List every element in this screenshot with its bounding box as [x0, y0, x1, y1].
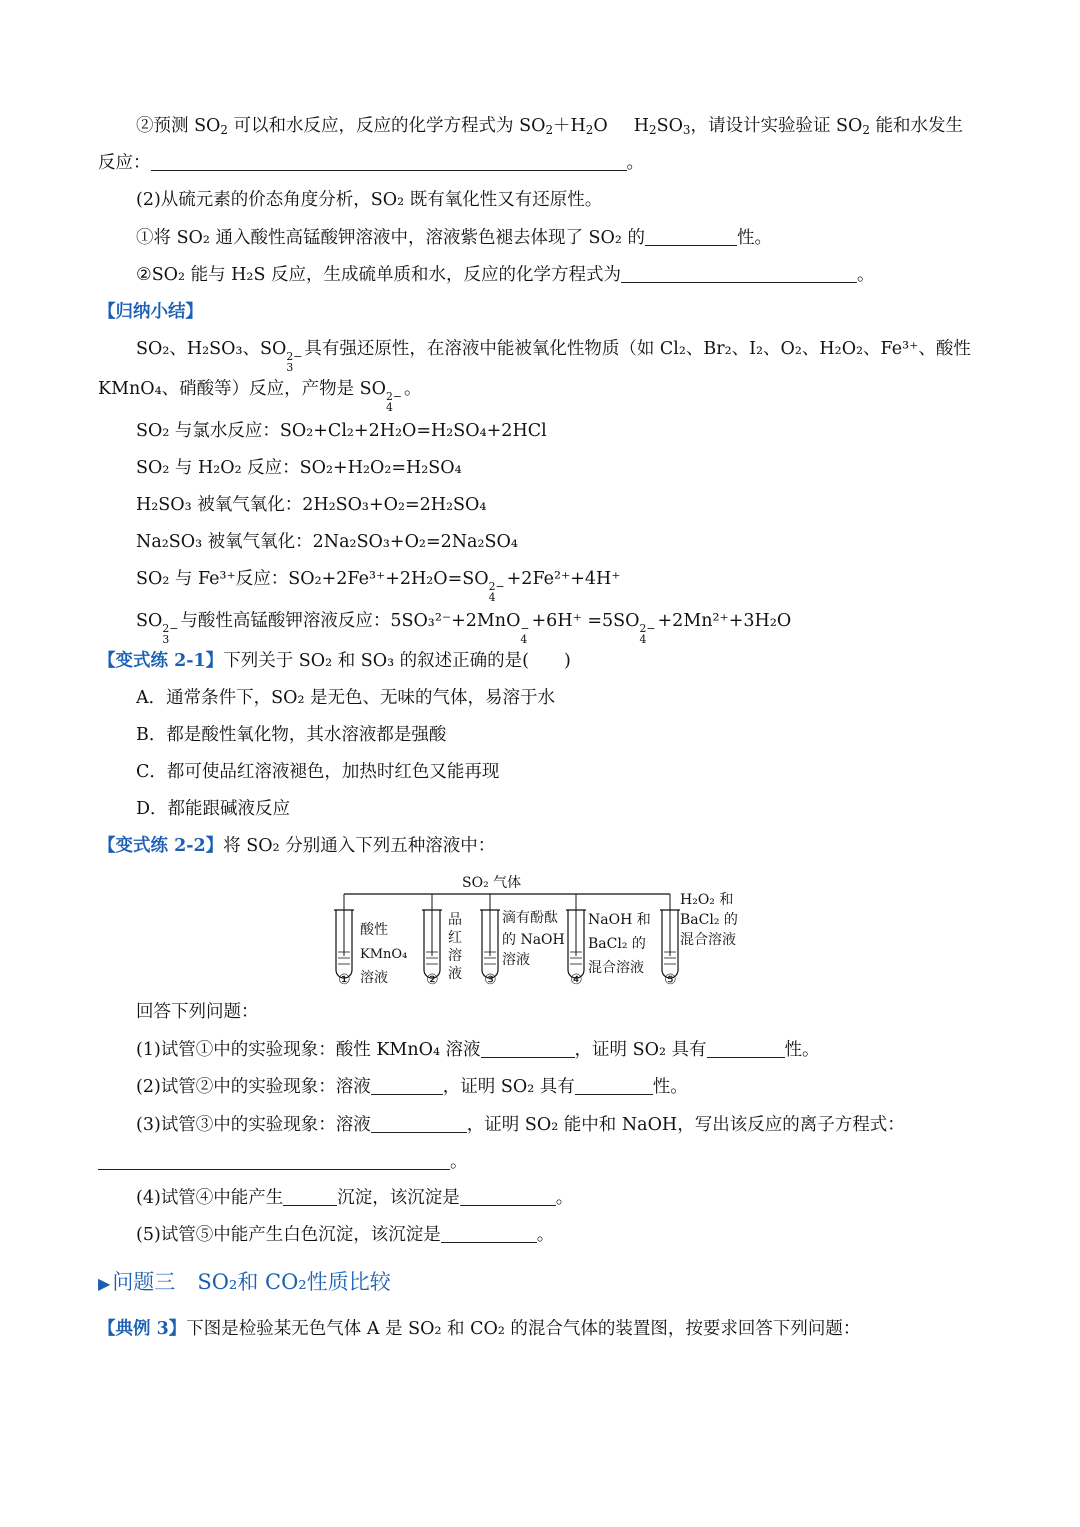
answer-blank[interactable]: [481, 1039, 575, 1058]
answer-blank[interactable]: [371, 1076, 443, 1095]
svg-text:⑤: ⑤: [664, 972, 677, 988]
answer-blank[interactable]: [283, 1187, 337, 1206]
answer-blank[interactable]: [151, 152, 627, 171]
option-d[interactable]: D．都能跟碱液反应: [136, 799, 291, 819]
summary-line-2: KMnO₄、硝酸等）反应，产物是 SO 2− 4 。: [98, 379, 422, 415]
exercise-2-1: 【变式练 2-1】下列关于 SO₂ 和 SO₃ 的叙述正确的是( ): [98, 651, 571, 671]
gas-label: SO₂ 气体: [462, 875, 522, 891]
kmno4-question-line: ①将 SO₂ 通入酸性高锰酸钾溶液中，溶液紫色褪去体现了 SO₂ 的 性。: [136, 228, 772, 248]
svg-text:BaCl₂ 的: BaCl₂ 的: [588, 936, 646, 952]
test-tube-4: [566, 894, 651, 988]
equation-h2o2: SO₂ 与 H₂O₂ 反应：SO₂+H₂O₂=H₂SO₄: [136, 458, 462, 478]
svg-text:的 NaOH: 的 NaOH: [502, 932, 565, 948]
svg-text:④: ④: [570, 972, 583, 988]
svg-text:KMnO₄: KMnO₄: [360, 947, 408, 962]
svg-text:H₂O₂ 和: H₂O₂ 和: [680, 892, 734, 908]
summary-line-1: SO₂、H₂SO₃、SO 2− 3 具有强还原性，在溶液中能被氧化性物质（如 Cl₂、Br₂、I₂、O₂、H₂O₂、Fe³⁺、酸性: [136, 339, 971, 375]
question-5: (5)试管⑤中能产生白色沉淀，该沉淀是 。: [136, 1225, 555, 1245]
svg-text:溶: 溶: [448, 948, 462, 964]
ion-charge: 2− 4: [639, 621, 656, 647]
svg-text:①: ①: [338, 972, 351, 988]
svg-text:品: 品: [448, 912, 462, 928]
svg-text:溶液: 溶液: [502, 952, 530, 968]
svg-text:液: 液: [448, 966, 462, 982]
option-b[interactable]: B．都是酸性氧化物，其水溶液都是强酸: [136, 725, 447, 745]
ion-charge: 2− 4: [488, 579, 505, 605]
answer-blank[interactable]: [441, 1224, 537, 1243]
equation-na2so3: Na₂SO₃ 被氧气氧化：2Na₂SO₃+O₂=2Na₂SO₄: [136, 532, 518, 552]
question-2: (2)试管②中的实验现象：溶液 ，证明 SO₂ 具有 性。: [136, 1077, 688, 1097]
answer-blank[interactable]: [98, 1151, 450, 1170]
svg-text:混合溶液: 混合溶液: [680, 932, 736, 948]
answer-blank[interactable]: [645, 227, 737, 246]
answer-blank[interactable]: [460, 1187, 556, 1206]
svg-text:滴有酚酞: 滴有酚酞: [502, 910, 558, 926]
test-tube-5: [660, 892, 738, 988]
svg-text:混合溶液: 混合溶液: [588, 960, 644, 976]
ion-charge: 2− 4: [386, 389, 403, 415]
triangle-right-icon: ▶: [98, 1274, 111, 1293]
question-1: (1)试管①中的实验现象：酸性 KMnO₄ 溶液 ，证明 SO₂ 具有 性。: [136, 1040, 820, 1060]
svg-text:BaCl₂ 的: BaCl₂ 的: [680, 912, 738, 928]
ion-charge: − 4: [520, 621, 530, 647]
example-3: 【典例 3】下图是检验某无色气体 A 是 SO₂ 和 CO₂ 的混合气体的装置图，按要求回答下列问题：: [98, 1319, 861, 1339]
test-tube-1: [334, 894, 407, 988]
question-3: (3)试管③中的实验现象：溶液 ，证明 SO₂ 能中和 NaOH，写出该反应的离子方程式：: [136, 1115, 905, 1135]
equation-h2so3: H₂SO₃ 被氧气氧化：2H₂SO₃+O₂=2H₂SO₄: [136, 495, 487, 515]
equation-kmno4: SO 2− 3 与酸性高锰酸钾溶液反应：5SO₃²⁻+2MnO − 4 +6H⁺ =5SO 2− 4 +2Mn²⁺+3H₂O: [136, 611, 792, 647]
exercise-2-2: 【变式练 2-2】将 SO₂ 分别通入下列五种溶液中：: [98, 836, 496, 856]
predict-answer-line: 反应： 。: [98, 153, 644, 173]
answer-blank[interactable]: [575, 1076, 653, 1095]
option-c[interactable]: C．都可使品红溶液褪色，加热时红色又能再现: [136, 762, 500, 782]
answer-blank[interactable]: [621, 264, 857, 283]
svg-text:溶液: 溶液: [360, 970, 388, 986]
predict-line: ②预测 $SO_2$ 可以和水反应，反应的化学方程式为 $SO_2+H_2O$ $H_2SO_3$，请设计实验验证 $SO_2$ 能和水发生: [136, 116, 964, 137]
answer-blank[interactable]: [707, 1039, 785, 1058]
answer-blank[interactable]: [371, 1114, 467, 1133]
test-tube-3: [480, 894, 565, 988]
option-a[interactable]: A．通常条件下，SO₂ 是无色、无味的气体，易溶于水: [136, 688, 556, 708]
ion-charge: 2− 3: [162, 621, 179, 647]
svg-text:③: ③: [484, 972, 497, 988]
svg-text:NaOH 和: NaOH 和: [588, 912, 651, 928]
svg-text:酸性: 酸性: [360, 922, 388, 938]
equation-fe3: SO₂ 与 Fe³⁺反应：SO₂+2Fe³⁺+2H₂O=SO 2− 4 +2Fe²⁺+4H⁺: [136, 569, 621, 605]
test-tube-2: [422, 894, 462, 988]
valence-analysis-line: (2)从硫元素的价态角度分析，SO₂ 既有氧化性又有还原性。: [136, 190, 603, 210]
h2s-question-line: ②SO₂ 能与 H₂S 反应，生成硫单质和水，反应的化学方程式为 。: [136, 265, 875, 285]
summary-title: 【归纳小结】: [98, 302, 203, 322]
question-4: (4)试管④中能产生 沉淀，该沉淀是 。: [136, 1188, 574, 1208]
svg-text:②: ②: [426, 972, 439, 988]
answer-intro: 回答下列问题：: [136, 1002, 259, 1022]
svg-text:红: 红: [448, 930, 462, 946]
equation-chlorine: SO₂ 与氯水反应：SO₂+Cl₂+2H₂O=H₂SO₄+2HCl: [136, 421, 547, 441]
section-heading: ▶问题三 SO₂和 CO₂性质比较: [98, 1270, 391, 1294]
apparatus-diagram: [330, 872, 760, 990]
ion-charge: 2− 3: [286, 349, 303, 375]
question-3-answer: 。: [98, 1151, 468, 1173]
